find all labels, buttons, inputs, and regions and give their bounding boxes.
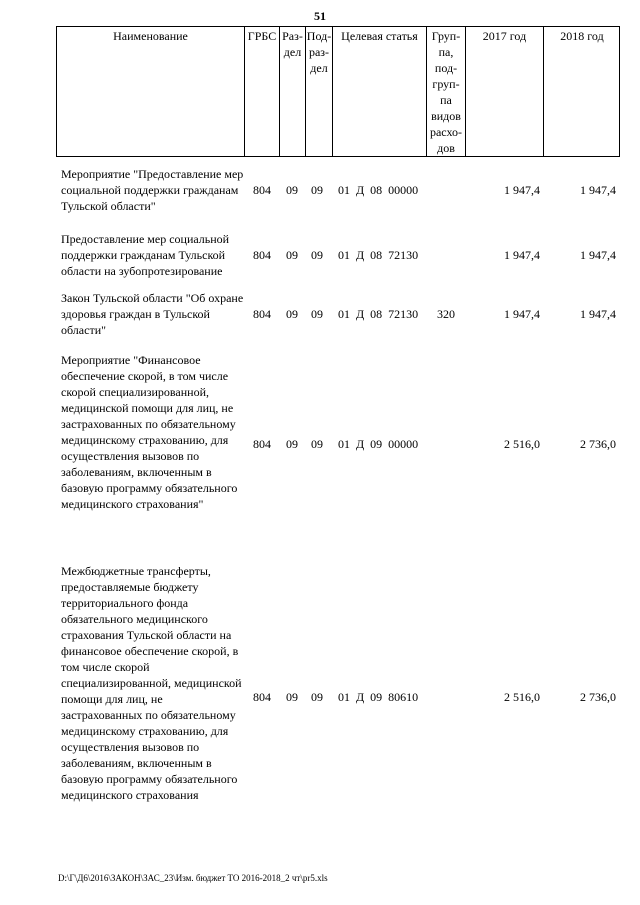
header-left-border (56, 26, 57, 157)
row-target: 01 Д 08 00000 (338, 183, 419, 197)
row-2017: 1 947,4 (504, 183, 540, 197)
row-podrazdel: 09 (311, 183, 323, 197)
row-2018: 2 736,0 (580, 437, 616, 451)
row-name: Закон Тульской области "Об охране здоровья граждан в Тульской области" (61, 291, 244, 337)
header-divider (332, 26, 333, 157)
header-group: Груп- па, под- груп- па видов расхо- дов (429, 29, 463, 155)
row-name: Межбюджетные трансферты, предоставляемые бюджету территориального фонда обязательного медицинского страхования Тульской области на финансовое обеспечение скорой, в том числе скорой специализированной, медицинской помощи для лиц, не застрахованных по обязательному медицинскому страхованию, для осуществления вызовов по заболеваниям, включенным в базовую программу обязательного медицинского страхования (61, 564, 242, 802)
row-2017: 2 516,0 (504, 437, 540, 451)
row-2017: 2 516,0 (504, 690, 540, 704)
page-number: 51 (314, 9, 326, 23)
row-razdel: 09 (286, 248, 298, 262)
row-2017: 1 947,4 (504, 307, 540, 321)
header-grbs: ГРБС (247, 29, 277, 43)
row-2018: 2 736,0 (580, 690, 616, 704)
row-podrazdel: 09 (311, 307, 323, 321)
header-divider (543, 26, 544, 157)
header-target: Целевая статья (341, 29, 418, 43)
row-2018: 1 947,4 (580, 183, 616, 197)
row-name: Мероприятие "Финансовое обеспечение скорой, в том числе скорой специализированной, медицинской помощи для лиц, не застрахованных по обязательному медицинскому страхованию, для осуществления вызовов по заболеваниям, включенным в базовую программу обязательного медицинского страхования" (61, 353, 238, 511)
row-2018: 1 947,4 (580, 248, 616, 262)
row-target: 01 Д 08 72130 (338, 307, 419, 321)
header-2017: 2017 год (482, 29, 527, 43)
row-grbs: 804 (253, 437, 271, 451)
row-grbs: 804 (253, 307, 271, 321)
row-2018: 1 947,4 (580, 307, 616, 321)
row-name: Предоставление мер социальной поддержки гражданам Тульской области на зубопротезирование (61, 232, 230, 278)
row-group: 320 (437, 307, 455, 321)
file-path-footer: D:\Г\Д6\2016\ЗАКОН\ЗАС_23\Изм. бюджет ТО 2016-2018_2 чт\pr5.xls (58, 873, 328, 883)
row-razdel: 09 (286, 183, 298, 197)
row-grbs: 804 (253, 183, 271, 197)
row-target: 01 Д 08 72130 (338, 248, 419, 262)
header-divider (465, 26, 466, 157)
row-podrazdel: 09 (311, 690, 323, 704)
header-2018: 2018 год (560, 29, 604, 43)
row-razdel: 09 (286, 307, 298, 321)
row-2017: 1 947,4 (504, 248, 540, 262)
header-top-border (56, 26, 620, 27)
row-grbs: 804 (253, 690, 271, 704)
header-divider (244, 26, 245, 157)
row-target: 01 Д 09 00000 (338, 437, 419, 451)
header-razdel: Раз- дел (282, 29, 303, 59)
header-name: Наименование (113, 29, 188, 43)
row-target: 01 Д 09 80610 (338, 690, 419, 704)
row-razdel: 09 (286, 690, 298, 704)
header-right-border (619, 26, 620, 157)
row-podrazdel: 09 (311, 248, 323, 262)
row-razdel: 09 (286, 437, 298, 451)
header-bottom-border (56, 156, 620, 157)
header-podrazdel: Под- раз- дел (306, 29, 332, 75)
row-podrazdel: 09 (311, 437, 323, 451)
row-grbs: 804 (253, 248, 271, 262)
table-header (56, 26, 620, 157)
row-name: Мероприятие "Предоставление мер социальной поддержки гражданам Тульской области" (61, 167, 244, 213)
